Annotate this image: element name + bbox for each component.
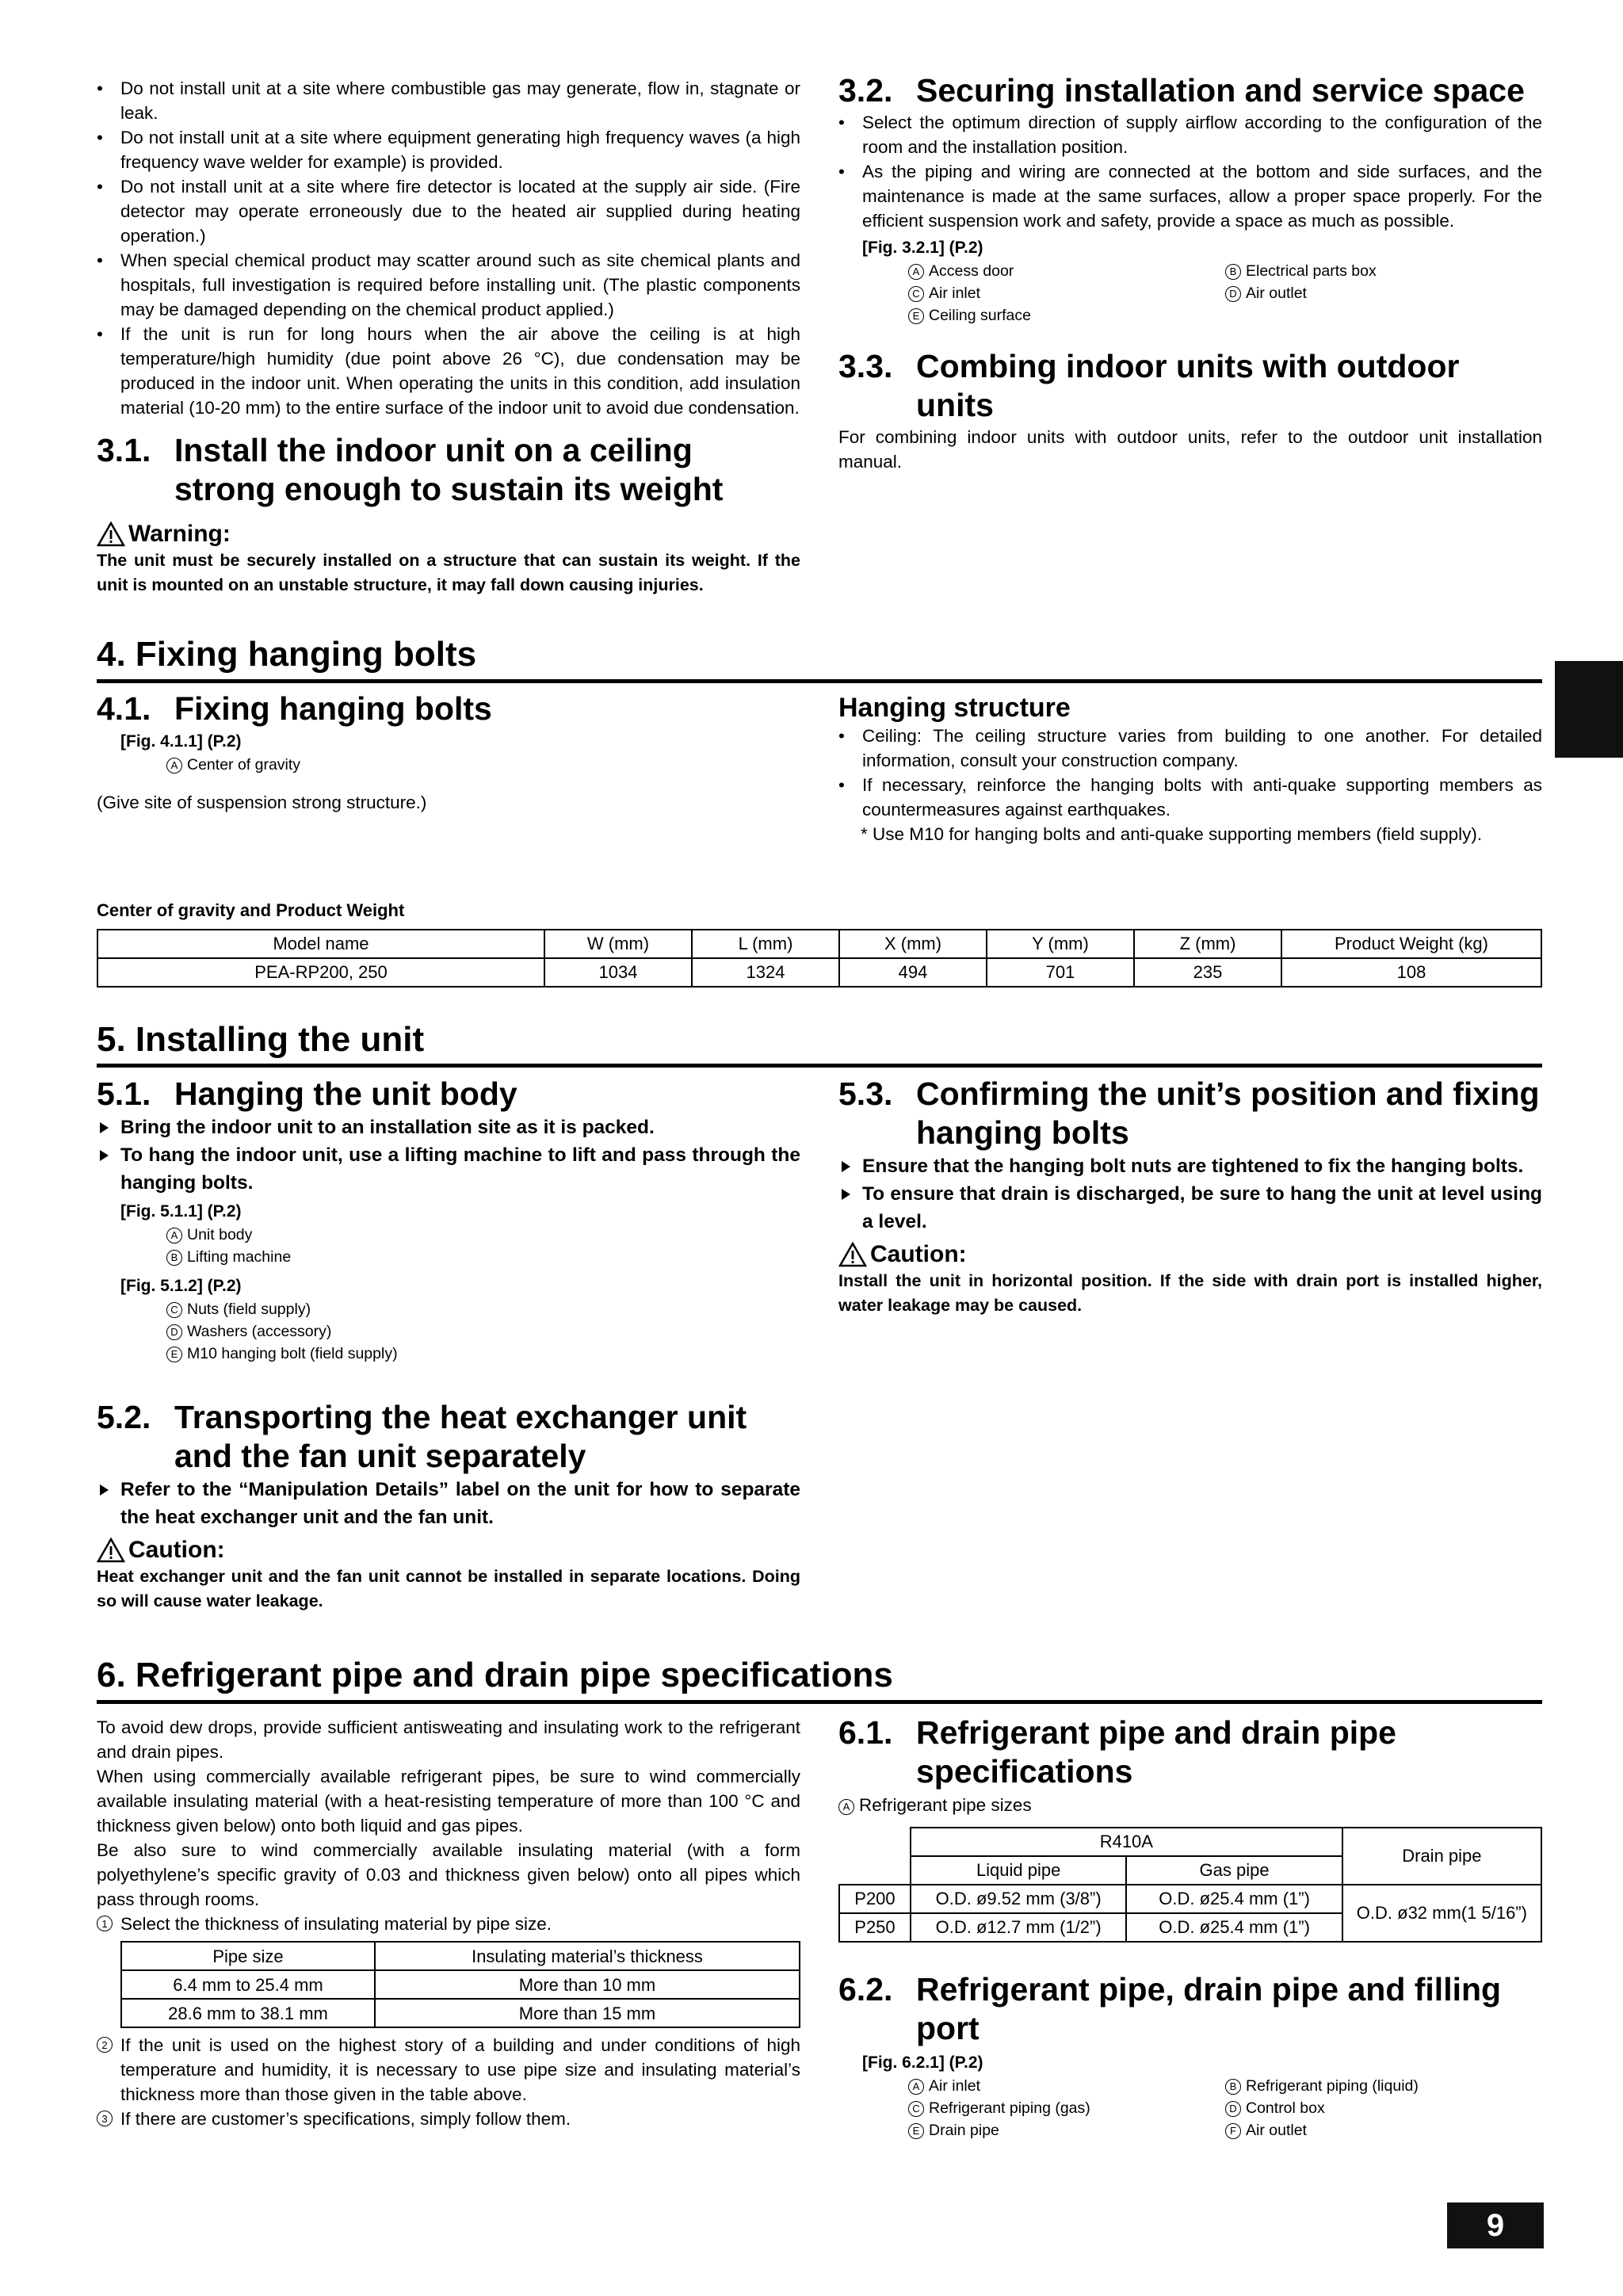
table-cell: 1034 <box>544 958 692 987</box>
section-5-3 <box>838 1075 1542 1318</box>
caution-heading <box>97 1536 800 1564</box>
section-rule <box>97 679 1542 683</box>
legend-item: A Unit body <box>97 1224 800 1246</box>
table-row <box>121 1999 800 2027</box>
table-cell: 28.6 mm to 38.1 mm <box>121 1999 375 2027</box>
section-number: 3.1. <box>97 432 151 468</box>
warning-icon <box>97 1538 125 1563</box>
table-cell: 494 <box>839 958 987 987</box>
table-cell: P200 <box>839 1885 911 1913</box>
legend-item: C Nuts (field supply) <box>97 1298 800 1320</box>
legend-item: E M10 hanging bolt (field supply) <box>97 1343 800 1365</box>
table-corner <box>839 1828 911 1885</box>
section-number: 3.2. <box>838 72 893 109</box>
environment-bullets <box>97 76 800 420</box>
instruction-item: Bring the indoor unit to an installation site as it is packed. <box>97 1114 800 1141</box>
table-header: Z (mm) <box>1134 930 1281 958</box>
figure-legend <box>838 2075 1542 2141</box>
legend-item: B Electrical parts box <box>1225 260 1542 282</box>
table-header: X (mm) <box>839 930 987 958</box>
legend-item: D Washers (accessory) <box>97 1320 800 1343</box>
section-title: Install the indoor unit on a ceiling strong enough to sustain its weight <box>174 432 724 507</box>
insulation-table <box>120 1941 800 2028</box>
section-title: Confirming the unit’s position and fixing hanging bolts <box>916 1075 1540 1151</box>
warning-icon <box>838 1242 867 1267</box>
paragraph: To avoid dew drops, provide sufficient antisweating and insulating work to the refrigerant and drain pipes. <box>97 1717 800 1762</box>
instruction-item: To hang the indoor unit, use a lifting machine to lift and pass through the hanging bolts. <box>97 1141 800 1197</box>
section-3-1 <box>97 431 800 598</box>
legend-item: A Center of gravity <box>97 754 800 776</box>
bullet-item: • Select the optimum direction of supply airflow according to the configuration of the room and the installation position. <box>838 110 1542 159</box>
numbered-item: 1 Select the thickness of insulating material by pipe size. <box>97 1912 800 1936</box>
hanging-structure <box>838 693 1542 846</box>
chapter-tab <box>1555 661 1623 758</box>
table-header: Model name <box>97 930 544 958</box>
legend-item: A Access door <box>908 260 1225 282</box>
table-header: Y (mm) <box>987 930 1134 958</box>
section-3-3-heading <box>838 347 1542 425</box>
table-header: Liquid pipe <box>911 1856 1126 1885</box>
figure-ref: [Fig. 5.1.1] (P.2) <box>120 1202 242 1221</box>
figure-ref: [Fig. 5.1.2] (P.2) <box>120 1277 242 1295</box>
bullet-item: • If necessary, reinforce the hanging bolts with anti-quake supporting members as countermeasures against earthquakes. <box>838 773 1542 822</box>
section-5-1-heading <box>97 1075 800 1114</box>
section-6-title: 6. Refrigerant pipe and drain pipe specifications <box>97 1656 893 1694</box>
section-5-2-heading <box>97 1398 800 1476</box>
figure-ref: [Fig. 3.2.1] (P.2) <box>862 239 983 257</box>
table-cell: O.D. ø25.4 mm (1”) <box>1126 1885 1342 1913</box>
section-6-2 <box>838 1970 1542 2141</box>
table-header: Insulating material’s thickness <box>375 1942 800 1970</box>
caution-title: Caution: <box>128 1537 225 1563</box>
table-header-row <box>97 930 1541 958</box>
table-row <box>97 958 1541 987</box>
bullet-item: • Do not install unit at a site where equipment generating high frequency waves (a high frequency wave welder for example) is provided. <box>97 125 800 174</box>
warning-icon <box>97 521 125 547</box>
figure-legend <box>838 260 1542 327</box>
table-row <box>839 1885 1541 1913</box>
table-cell: O.D. ø9.52 mm (3/8”) <box>911 1885 1126 1913</box>
table-header: Gas pipe <box>1126 1856 1342 1885</box>
figure-ref: [Fig. 4.1.1] (P.2) <box>120 732 242 751</box>
section-3-3 <box>838 347 1542 474</box>
caution-text: Install the unit in horizontal position. If the side with drain port is installed higher, water leakage may be caused. <box>838 1271 1542 1315</box>
section-rule <box>97 1700 1542 1704</box>
legend-item: B Refrigerant piping (liquid) <box>1225 2075 1542 2097</box>
section-6-1-heading <box>838 1713 1542 1791</box>
table-header: W (mm) <box>544 930 692 958</box>
bullet-item: • Do not install unit at a site where combustible gas may generate, flow in, stagnate or leak. <box>97 76 800 125</box>
section-number: 6.1. <box>838 1714 893 1751</box>
legend-item: E Ceiling surface <box>908 304 1225 327</box>
table-cell: 701 <box>987 958 1134 987</box>
table-cell: O.D. ø12.7 mm (1/2”) <box>911 1913 1126 1942</box>
warning-title: Warning: <box>128 521 231 547</box>
numbered-item: 2 If the unit is used on the highest story of a building and under conditions of high temperature and humidity, it is necessary to use pipe size and insulating material’s thickness more than those given in the table above. <box>97 2033 800 2107</box>
cog-table-block <box>97 899 1542 988</box>
section-title: Transporting the heat exchanger unit and the fan unit separately <box>174 1399 747 1474</box>
figure-ref: [Fig. 6.2.1] (P.2) <box>862 2053 983 2072</box>
table-header: L (mm) <box>692 930 839 958</box>
table-cell: More than 10 mm <box>375 1970 800 1999</box>
paragraph: When using commercially available refrigerant pipes, be sure to wind commercially available insulating material (with a heat-resisting temperature of more than 100 °C and thickness given below) onto both liquid and gas pipes. <box>97 1767 800 1836</box>
instruction-item: Ensure that the hanging bolt nuts are tightened to fix the hanging bolts. <box>838 1152 1542 1180</box>
section-number: 5.1. <box>97 1075 151 1112</box>
section-number: 5.3. <box>838 1075 893 1112</box>
instruction-item: To ensure that drain is discharged, be sure to hang the unit at level using a level. <box>838 1180 1542 1236</box>
table-row <box>121 1970 800 1999</box>
caution-heading <box>838 1240 1542 1269</box>
bullet-item: • If the unit is run for long hours when the air above the ceiling is at high temperature/high humidity (due point above 26 °C), due condensation may be produced in the indoor unit. When operating the units in this condition, add insulation material (10-20 mm) to the entire surface of the indoor unit to avoid due condensation. <box>97 322 800 420</box>
legend-item: C Air inlet <box>908 282 1225 304</box>
section-3-1-heading <box>97 431 800 509</box>
bullet-item: • As the piping and wiring are connected at the bottom and side surfaces, and the maintenance is made at the same surfaces, allow a proper space properly. For the efficient suspension work and safety, provide a space as much as possible. <box>838 159 1542 233</box>
table-cell: 108 <box>1281 958 1541 987</box>
bullet-item: • When special chemical product may scatter around such as site chemical plants and hospitals, full investigation is required before installing unit. (The plastic components may be damaged depending on the chemical product applied.) <box>97 248 800 322</box>
section-4-title: 4. Fixing hanging bolts <box>97 635 477 674</box>
section-5-3-heading <box>838 1075 1542 1152</box>
table-cell: PEA-RP200, 250 <box>97 958 544 987</box>
warning-heading <box>97 520 800 548</box>
table-cell: 235 <box>1134 958 1281 987</box>
table-cell: O.D. ø25.4 mm (1”) <box>1126 1913 1342 1942</box>
table-header: Drain pipe <box>1342 1828 1541 1885</box>
legend-item: D Control box <box>1225 2097 1542 2119</box>
table-cell: 6.4 mm to 25.4 mm <box>121 1970 375 1999</box>
table-cell: 1324 <box>692 958 839 987</box>
table-cell: More than 15 mm <box>375 1999 800 2027</box>
section-5-title: 5. Installing the unit <box>97 1020 425 1059</box>
table-title: Center of gravity and Product Weight <box>97 900 405 920</box>
note: * Use M10 for hanging bolts and anti-quake supporting members (field supply). <box>861 824 1483 844</box>
section-title: Combing indoor units with outdoor units <box>916 348 1460 423</box>
section-title: Refrigerant pipe, drain pipe and filling port <box>916 1971 1502 2046</box>
section-number: 3.3. <box>838 348 893 384</box>
section-6-intro <box>97 1715 800 2131</box>
table-header: Pipe size <box>121 1942 375 1970</box>
section-6-1 <box>838 1713 1542 1943</box>
section-3-2-heading <box>838 71 1542 110</box>
section-6-2-heading <box>838 1970 1542 2048</box>
hanging-structure-title: Hanging structure <box>838 693 1071 723</box>
section-number: 4.1. <box>97 690 151 727</box>
section-rule <box>97 1064 1542 1068</box>
section-5-2 <box>97 1398 800 1614</box>
warning-text: The unit must be securely installed on a structure that can sustain its weight. If the unit is mounted on an unstable structure, it may fall down causing injuries. <box>97 551 800 594</box>
subheading: A Refrigerant pipe sizes <box>838 1793 1542 1817</box>
paragraph: For combining indoor units with outdoor units, refer to the outdoor unit installation manual. <box>838 427 1542 472</box>
bullet-item: • Do not install unit at a site where fire detector is located at the supply air side. (Fire detector may operate erroneously due to the heated air supplied during heating operation.) <box>97 174 800 248</box>
paragraph: Be also sure to wind commercially available insulating material (with a form polyethylene’s specific gravity of 0.03 and thickness given below) onto all pipes which pass through rooms. <box>97 1840 800 1909</box>
page-number: 9 <box>1447 2202 1544 2248</box>
section-4-1 <box>97 690 800 815</box>
table-cell: P250 <box>839 1913 911 1942</box>
section-number: 6.2. <box>838 1971 893 2008</box>
section-5-1 <box>97 1075 800 1365</box>
table-header: Product Weight (kg) <box>1281 930 1541 958</box>
section-title: Hanging the unit body <box>174 1075 517 1112</box>
section-title: Refrigerant pipe and drain pipe specifications <box>916 1714 1396 1790</box>
pipe-size-table <box>838 1827 1542 1943</box>
legend-item: D Air outlet <box>1225 282 1542 304</box>
instruction-item: Refer to the “Manipulation Details” label on the unit for how to separate the heat exchanger unit and the fan unit. <box>97 1476 800 1531</box>
legend-item: A Air inlet <box>908 2075 1225 2097</box>
caution-text: Heat exchanger unit and the fan unit cannot be installed in separate locations. Doing so will cause water leakage. <box>97 1567 800 1610</box>
numbered-item: 3 If there are customer’s specifications, simply follow them. <box>97 2107 800 2131</box>
section-3-2 <box>838 71 1542 327</box>
legend-item: F Air outlet <box>1225 2119 1542 2141</box>
legend-item: C Refrigerant piping (gas) <box>908 2097 1225 2119</box>
section-4-1-heading <box>97 690 800 728</box>
caution-title: Caution: <box>870 1241 967 1267</box>
bullet-item: • Ceiling: The ceiling structure varies from building to one another. For detailed information, consult your construction company. <box>838 724 1542 773</box>
section-number: 5.2. <box>97 1399 151 1435</box>
legend-item: E Drain pipe <box>908 2119 1225 2141</box>
cog-table <box>97 929 1542 988</box>
legend-item: B Lifting machine <box>97 1246 800 1268</box>
table-header: R410A <box>911 1828 1342 1856</box>
section-title: Fixing hanging bolts <box>174 690 492 727</box>
note: (Give site of suspension strong structure.) <box>97 793 427 812</box>
table-cell: O.D. ø32 mm(1 5/16”) <box>1342 1885 1541 1942</box>
section-title: Securing installation and service space <box>916 72 1525 109</box>
